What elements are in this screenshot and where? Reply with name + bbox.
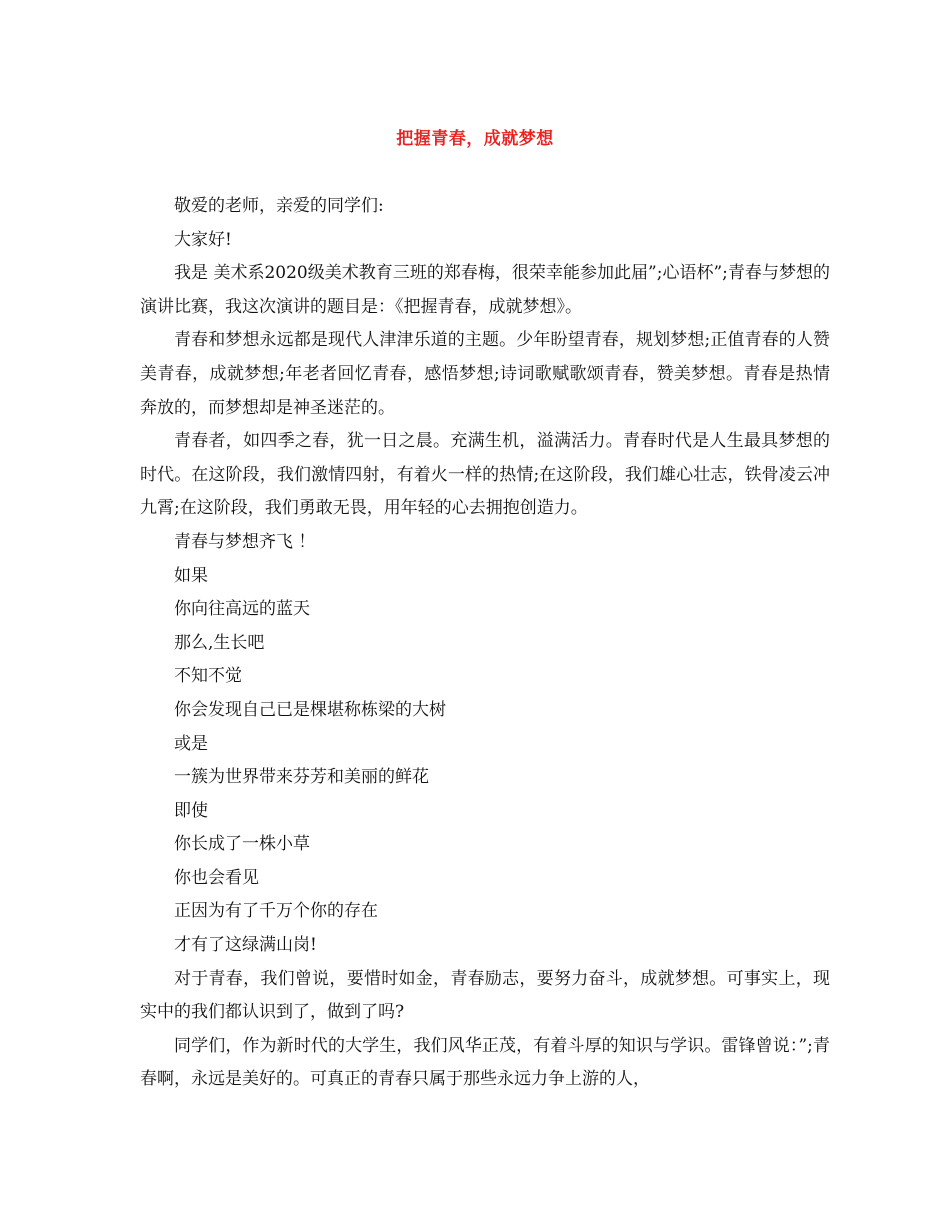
document-body xyxy=(140,190,830,1097)
document-title: 把握青春，成就梦想 xyxy=(396,129,554,149)
paragraph-call-to-students: 同学们，作为新时代的大学生，我们风华正茂，有着斗厚的知识与学识。雷锋曾说：”;青春啊，永远是美好的。可真正的青春只属于那些永远力争上游的人， xyxy=(140,1035,830,1090)
poem-line: 即使 xyxy=(174,800,208,821)
paragraph-reflection: 对于青春，我们曾说，要惜时如金，青春励志，要努力奋斗，成就梦想。可事实上，现实中的我们都认识到了，做到了吗? xyxy=(140,968,830,1023)
poem-line: 你也会看见 xyxy=(174,867,259,888)
poem-line: 你向往高远的蓝天 xyxy=(174,599,310,620)
poem-line: 一簇为世界带来芬芳和美丽的鲜花 xyxy=(174,767,429,788)
paragraph-introduction: 我是 美术系2020级美术教育三班的郑春梅，很荣幸能参加此届”;心语杯”;青春与梦想的演讲比赛，我这次演讲的题目是：《把握青春，成就梦想》。 xyxy=(140,263,830,317)
poem-line: 不知不觉 xyxy=(174,666,242,687)
poem-line: 正因为有了千万个你的存在 xyxy=(174,901,378,922)
poem-line: 那么,生长吧 xyxy=(174,632,265,653)
poem-line: 你会发现自己已是棵堪称栋梁的大树 xyxy=(174,699,446,720)
poem-line: 如果 xyxy=(174,565,208,586)
paragraph-greeting: 敬爱的老师，亲爱的同学们: xyxy=(174,196,384,216)
paragraph-hello: 大家好! xyxy=(174,229,232,250)
paragraph-theme: 青春和梦想永远都是现代人津津乐道的主题。少年盼望青春，规划梦想;正值青春的人赞美青春，成就梦想;年老者回忆青春，感悟梦想;诗词歌赋歌颂青春，赞美梦想。青春是热情奔放的，而梦想却是神圣迷茫的。 xyxy=(140,330,830,418)
poem-title-line: 青春与梦想齐飞 ！ xyxy=(174,531,316,552)
poem-line: 或是 xyxy=(174,733,208,754)
poem-line: 你长成了一株小草 xyxy=(174,834,310,855)
paragraph-youth: 青春者，如四季之春，犹一日之晨。充满生机，溢满活力。青春时代是人生最具梦想的时代。在这阶段，我们激情四射，有着火一样的热情;在这阶段，我们雄心壮志，铁骨凌云冲九霄;在这阶段，我们勇敢无畏，用年轻的心去拥抱创造力。 xyxy=(140,431,830,519)
poem-line: 才有了这绿满山岗! xyxy=(174,935,317,956)
